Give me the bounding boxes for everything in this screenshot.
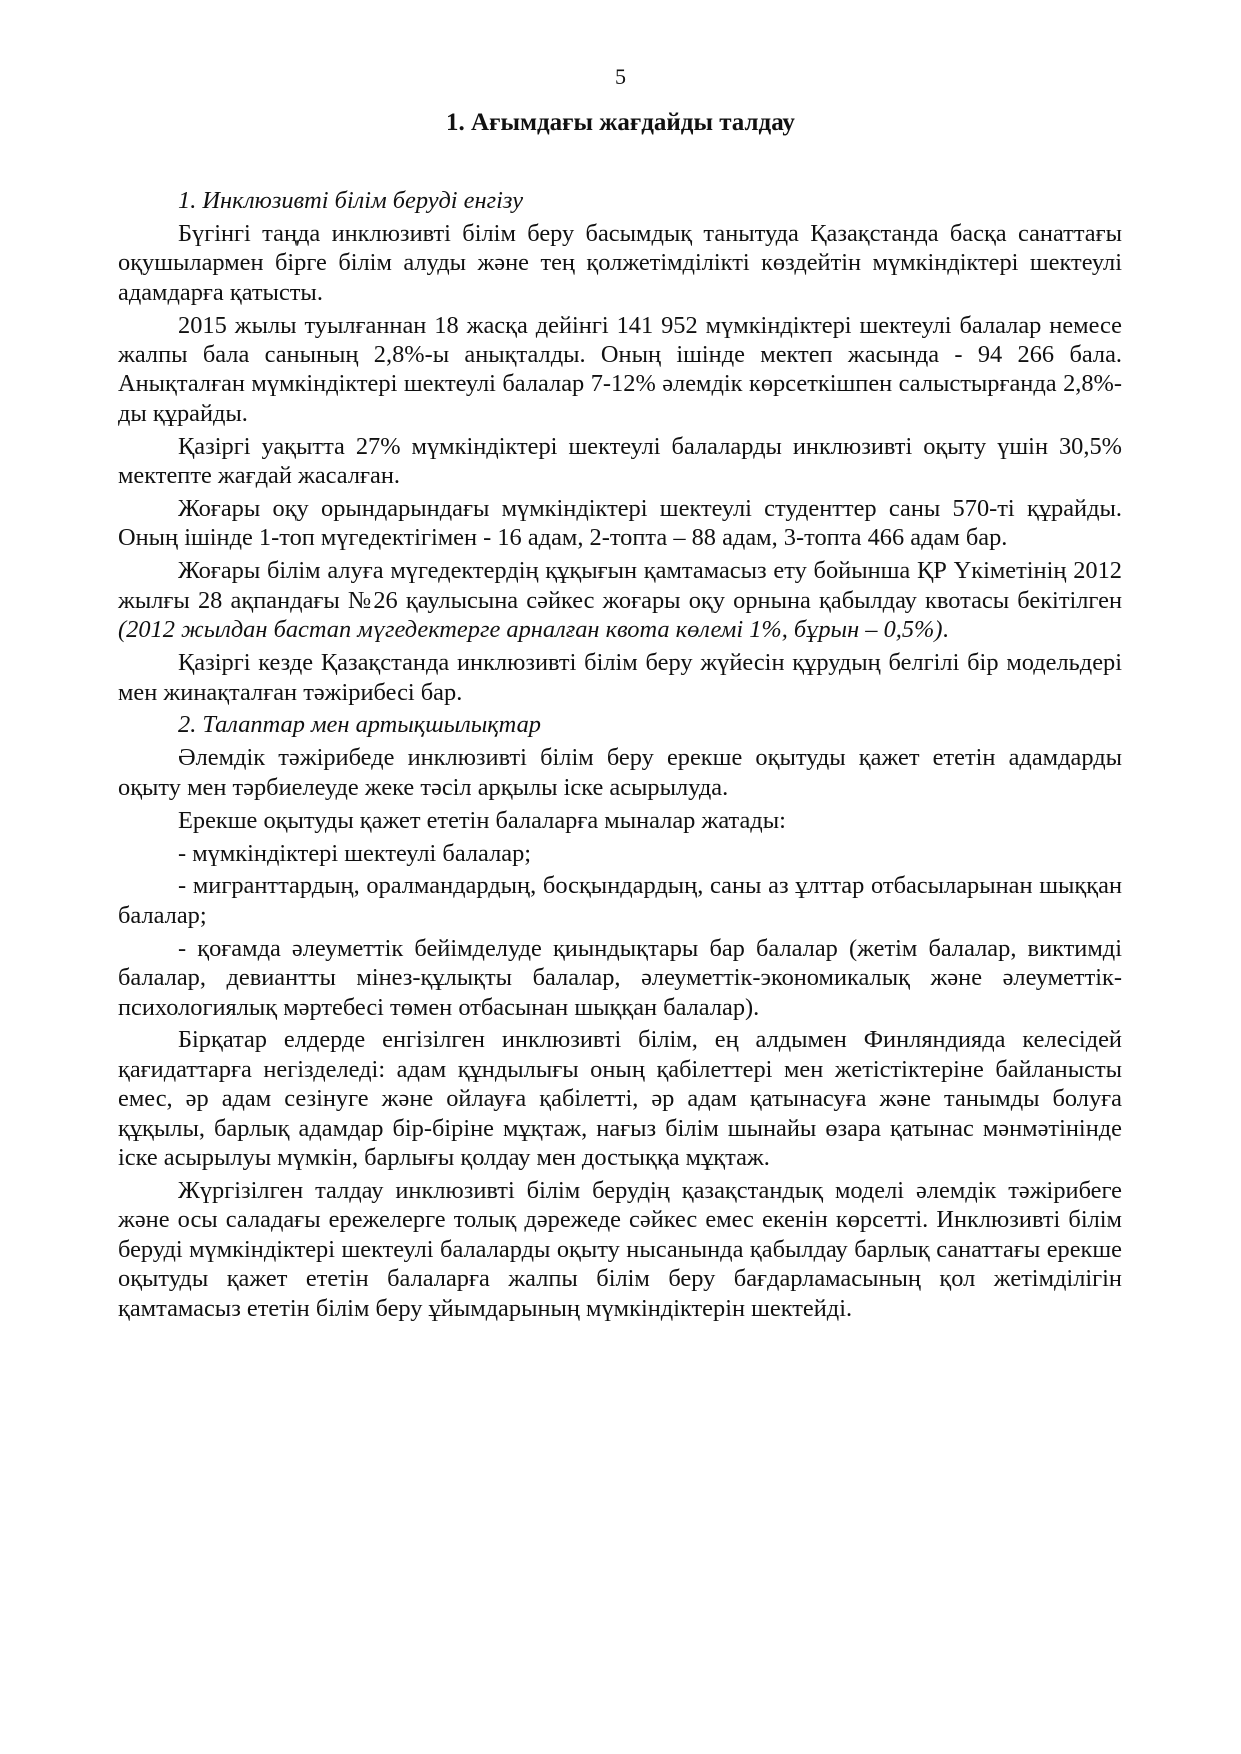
paragraph-5-italic-note: (2012 жылдан бастап мүгедектерге арналған квота көлемі 1%, бұрын – 0,5%) bbox=[118, 616, 943, 644]
subheading-1: 1. Инклюзивті білім беруді енгізу bbox=[178, 187, 524, 214]
list-item: - қоғамда әлеуметтік бейімделуде қиындықтары бар балалар (жетім балалар, виктимді балалар, девиантты мінез-құлықты балалар, әлеуметтік-экономикалық және әлеуметтік-психологиялық мәртебесі төмен отбасынан шыққан балалар). bbox=[118, 934, 1122, 1021]
paragraph-5 bbox=[118, 556, 1122, 644]
page-number: 5 bbox=[615, 64, 626, 89]
subheading-2: 2. Талаптар мен артықшылықтар bbox=[178, 711, 541, 739]
paragraph-9: Бірқатар елдерде енгізілген инклюзивті білім, ең алдымен Финляндияда келесідей қағидаттарға негізделеді: адам құндылығы оның қабілеттері мен жетістіктеріне байланысты емес, әр адам сезінуге және ойлауға қабілетті, әр адам қатынасуға және танымды болуға құқылы, барлық адамдар бір-біріне мұқтаж, нағыз білім шынайы өзара қатынас мәнмәтінінде іске асырылуы мүмкін, барлығы қолдау мен достыққа мұқтаж. bbox=[118, 1026, 1122, 1172]
paragraph-7: Әлемдік тәжірибеде инклюзивті білім беру ерекше оқытуды қажет ететін адамдарды оқыту мен тәрбиелеуде жеке тәсіл арқылы іске асырылуда. bbox=[118, 744, 1122, 801]
paragraph-3: Қазіргі уақытта 27% мүмкіндіктері шектеулі балаларды инклюзивті оқыту үшін 30,5% мектепте жағдай жасалған. bbox=[118, 432, 1122, 490]
paragraph-4: Жоғары оқу орындарындағы мүмкіндіктері шектеулі студенттер саны 570-ті құрайды. Оның ішінде 1-топ мүгедектігімен - 16 адам, 2-топта – 88 адам, 3-топта 466 адам бар. bbox=[118, 495, 1122, 552]
list-item: - мүмкіндіктері шектеулі балалар; bbox=[178, 839, 532, 867]
section-title: 1. Ағымдағы жағдайды талдау bbox=[446, 109, 795, 136]
paragraph-5-end: . bbox=[942, 616, 949, 644]
document-body bbox=[118, 186, 1122, 1327]
paragraph-1: Бүгінгі таңда инклюзивті білім беру басымдық танытуда Қазақстанда басқа санаттағы оқушылармен бірге білім алуды және тең қолжетімділікті көздейтін мүмкіндіктері шектеулі адамдарға қатысты. bbox=[118, 219, 1122, 306]
list-item: - мигранттардың, оралмандардың, босқындардың, саны аз ұлттар отбасыларынан шыққан балалар; bbox=[118, 872, 1122, 929]
paragraph-6: Қазіргі кезде Қазақстанда инклюзивті білім беру жүйесін құрудың белгілі бір модельдері мен жинақталған тәжірибесі бар. bbox=[118, 649, 1122, 706]
paragraph-5-text: Жоғары білім алуға мүгедектердің құқығын қамтамасыз ету бойынша ҚР Үкіметінің 2012 жылғы 28 ақпандағы №26 қаулысына сәйкес жоғары оқу орнына қабылдау квотасы бекітілген bbox=[118, 557, 1122, 614]
paragraph-2: 2015 жылы туылғаннан 18 жасқа дейінгі 141 952 мүмкіндіктері шектеулі балалар немесе жалпы бала санының 2,8%-ы анықталды. Оның ішінде мектеп жасында - 94 266 бала. Анықталған мүмкіндіктері шектеулі балалар 7-12% әлемдік көрсеткішпен салыстырғанда 2,8%-ды құрайды. bbox=[118, 311, 1122, 427]
paragraph-8: Ерекше оқытуды қажет ететін балаларға мыналар жатады: bbox=[178, 806, 786, 834]
paragraph-10: Жүргізілген талдау инклюзивті білім берудің қазақстандық моделі әлемдік тәжірибеге және осы саладағы ережелерге толық дәрежеде сәйкес емес екенін көрсетті. Инклюзивті білім беруді мүмкіндіктері шектеулі балаларды оқыту нысанында қабылдау барлық санаттағы ерекше оқытуды қажет ететін балаларға жалпы білім беру бағдарламасының қол жетімділігін қамтамасыз ететін білім беру ұйымдарының мүмкіндіктерін шектейді. bbox=[118, 1177, 1122, 1322]
